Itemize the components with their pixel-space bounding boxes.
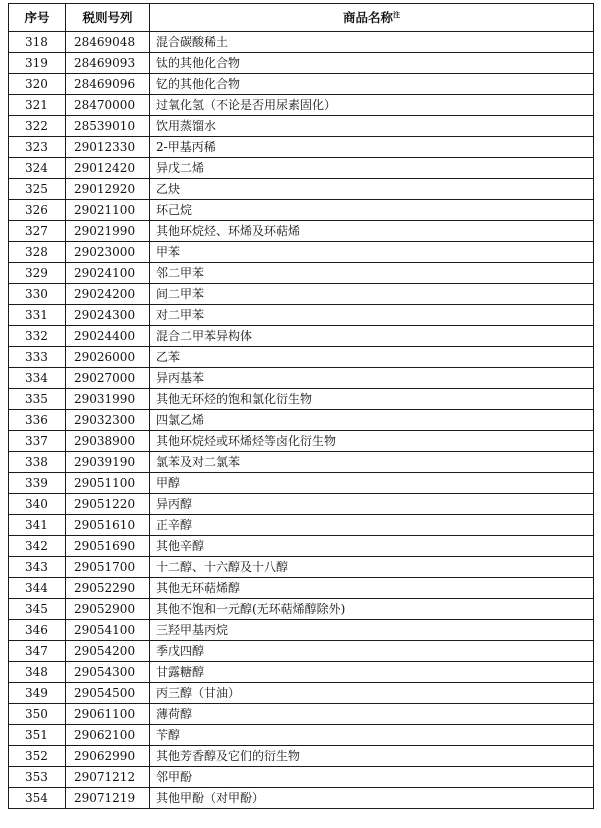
cell-name: 正辛醇: [150, 515, 594, 536]
cell-name: 其他环烷烃或环烯烃等卤化衍生物: [150, 431, 594, 452]
cell-name: 乙炔: [150, 179, 594, 200]
cell-code: 29071212: [66, 767, 150, 788]
cell-seq: 340: [9, 494, 66, 515]
table-row: [9, 263, 594, 284]
cell-seq: 342: [9, 536, 66, 557]
table-row: [9, 557, 594, 578]
cell-code: 29071219: [66, 788, 150, 809]
header-name: [150, 4, 594, 32]
cell-code: 29024200: [66, 284, 150, 305]
table-row: [9, 452, 594, 473]
cell-name: 异戊二烯: [150, 158, 594, 179]
cell-code: 29012920: [66, 179, 150, 200]
cell-name: 乙苯: [150, 347, 594, 368]
table-row: [9, 347, 594, 368]
cell-name: 甲苯: [150, 242, 594, 263]
cell-code: 29062990: [66, 746, 150, 767]
cell-code: 29051100: [66, 473, 150, 494]
table-row: [9, 74, 594, 95]
header-name-label: 商品名称: [342, 9, 393, 25]
header-seq: 序号: [9, 4, 66, 32]
table-row: [9, 767, 594, 788]
cell-seq: 345: [9, 599, 66, 620]
cell-seq: 351: [9, 725, 66, 746]
cell-seq: 354: [9, 788, 66, 809]
table-row: [9, 725, 594, 746]
cell-name: 其他不饱和一元醇(无环萜烯醇除外): [150, 599, 594, 620]
cell-name: 饮用蒸馏水: [150, 116, 594, 137]
cell-name: 环己烷: [150, 200, 594, 221]
cell-seq: 329: [9, 263, 66, 284]
table-row: [9, 95, 594, 116]
cell-code: 29052900: [66, 599, 150, 620]
cell-seq: 328: [9, 242, 66, 263]
table-row: [9, 116, 594, 137]
cell-seq: 334: [9, 368, 66, 389]
cell-code: 29021100: [66, 200, 150, 221]
cell-code: 29051700: [66, 557, 150, 578]
cell-name: 过氧化氢（不论是否用尿素固化）: [150, 95, 594, 116]
cell-code: 29021990: [66, 221, 150, 242]
cell-seq: 320: [9, 74, 66, 95]
table-row: [9, 200, 594, 221]
cell-name: 邻甲酚: [150, 767, 594, 788]
cell-code: 29052290: [66, 578, 150, 599]
cell-name: 薄荷醇: [150, 704, 594, 725]
cell-name: 异丙醇: [150, 494, 594, 515]
cell-code: 29062100: [66, 725, 150, 746]
cell-seq: 343: [9, 557, 66, 578]
cell-seq: 319: [9, 53, 66, 74]
cell-code: 29054100: [66, 620, 150, 641]
cell-name: 甘露糖醇: [150, 662, 594, 683]
table-row: [9, 368, 594, 389]
cell-seq: 346: [9, 620, 66, 641]
cell-name: 三羟甲基丙烷: [150, 620, 594, 641]
cell-seq: 347: [9, 641, 66, 662]
cell-name: 邻二甲苯: [150, 263, 594, 284]
header-code: 税则号列: [66, 4, 150, 32]
cell-name: 其他甲酚（对甲酚）: [150, 788, 594, 809]
cell-name: 甲醇: [150, 473, 594, 494]
cell-name: 其他无环萜烯醇: [150, 578, 594, 599]
table-row: [9, 53, 594, 74]
table-row: [9, 599, 594, 620]
table-row: [9, 578, 594, 599]
cell-name: 季戊四醇: [150, 641, 594, 662]
cell-seq: 318: [9, 32, 66, 53]
table-row: [9, 221, 594, 242]
table-row: [9, 242, 594, 263]
cell-code: 28469096: [66, 74, 150, 95]
cell-name: 其他环烷烃、环烯及环萜烯: [150, 221, 594, 242]
cell-code: 29023000: [66, 242, 150, 263]
cell-name: 钛的其他化合物: [150, 53, 594, 74]
cell-name: 异丙基苯: [150, 368, 594, 389]
table-row: [9, 431, 594, 452]
cell-code: 28469093: [66, 53, 150, 74]
cell-code: 29031990: [66, 389, 150, 410]
table-row: [9, 389, 594, 410]
cell-code: 29038900: [66, 431, 150, 452]
cell-code: 29054300: [66, 662, 150, 683]
cell-seq: 349: [9, 683, 66, 704]
cell-seq: 338: [9, 452, 66, 473]
cell-seq: 322: [9, 116, 66, 137]
cell-seq: 348: [9, 662, 66, 683]
cell-seq: 321: [9, 95, 66, 116]
cell-seq: 339: [9, 473, 66, 494]
header-name-note: 注: [393, 10, 400, 19]
cell-name: 其他无环烃的饱和氯化衍生物: [150, 389, 594, 410]
table-row: [9, 662, 594, 683]
tariff-table: [8, 3, 594, 809]
cell-code: 29051610: [66, 515, 150, 536]
cell-seq: 330: [9, 284, 66, 305]
table-header: [9, 4, 594, 32]
cell-seq: 326: [9, 200, 66, 221]
table-row: [9, 326, 594, 347]
cell-code: 28469048: [66, 32, 150, 53]
cell-seq: 332: [9, 326, 66, 347]
table-row: [9, 32, 594, 53]
table-row: [9, 179, 594, 200]
cell-name: 苄醇: [150, 725, 594, 746]
cell-code: 29027000: [66, 368, 150, 389]
cell-code: 29024100: [66, 263, 150, 284]
cell-seq: 323: [9, 137, 66, 158]
table-row: [9, 410, 594, 431]
cell-seq: 325: [9, 179, 66, 200]
cell-seq: 324: [9, 158, 66, 179]
cell-name: 2-甲基丙稀: [150, 137, 594, 158]
cell-code: 29012420: [66, 158, 150, 179]
cell-seq: 335: [9, 389, 66, 410]
cell-code: 29026000: [66, 347, 150, 368]
cell-code: 29061100: [66, 704, 150, 725]
table-row: [9, 788, 594, 809]
cell-seq: 344: [9, 578, 66, 599]
table-row: [9, 746, 594, 767]
cell-name: 混合二甲苯异构体: [150, 326, 594, 347]
table-row: [9, 620, 594, 641]
cell-code: 29051690: [66, 536, 150, 557]
cell-name: 间二甲苯: [150, 284, 594, 305]
cell-code: 29012330: [66, 137, 150, 158]
table-row: [9, 641, 594, 662]
cell-name: 十二醇、十六醇及十八醇: [150, 557, 594, 578]
table-row: [9, 284, 594, 305]
cell-seq: 353: [9, 767, 66, 788]
table-row: [9, 683, 594, 704]
table-row: [9, 704, 594, 725]
table-row: [9, 494, 594, 515]
table-row: [9, 536, 594, 557]
cell-seq: 352: [9, 746, 66, 767]
cell-name: 对二甲苯: [150, 305, 594, 326]
table-body: [9, 32, 594, 809]
cell-seq: 327: [9, 221, 66, 242]
cell-name: 钇的其他化合物: [150, 74, 594, 95]
table-row: [9, 137, 594, 158]
cell-name: 其他辛醇: [150, 536, 594, 557]
table-row: [9, 473, 594, 494]
cell-seq: 336: [9, 410, 66, 431]
cell-seq: 331: [9, 305, 66, 326]
cell-code: 28539010: [66, 116, 150, 137]
cell-seq: 350: [9, 704, 66, 725]
header-row: [9, 4, 594, 32]
cell-code: 29051220: [66, 494, 150, 515]
cell-seq: 341: [9, 515, 66, 536]
cell-code: 28470000: [66, 95, 150, 116]
cell-name: 四氯乙烯: [150, 410, 594, 431]
cell-code: 29032300: [66, 410, 150, 431]
cell-seq: 333: [9, 347, 66, 368]
cell-code: 29024400: [66, 326, 150, 347]
cell-name: 混合碳酸稀土: [150, 32, 594, 53]
cell-code: 29054200: [66, 641, 150, 662]
cell-seq: 337: [9, 431, 66, 452]
table-row: [9, 158, 594, 179]
cell-name: 氯苯及对二氯苯: [150, 452, 594, 473]
cell-code: 29024300: [66, 305, 150, 326]
table-row: [9, 305, 594, 326]
table-row: [9, 515, 594, 536]
cell-code: 29039190: [66, 452, 150, 473]
cell-name: 其他芳香醇及它们的衍生物: [150, 746, 594, 767]
cell-code: 29054500: [66, 683, 150, 704]
cell-name: 丙三醇（甘油）: [150, 683, 594, 704]
